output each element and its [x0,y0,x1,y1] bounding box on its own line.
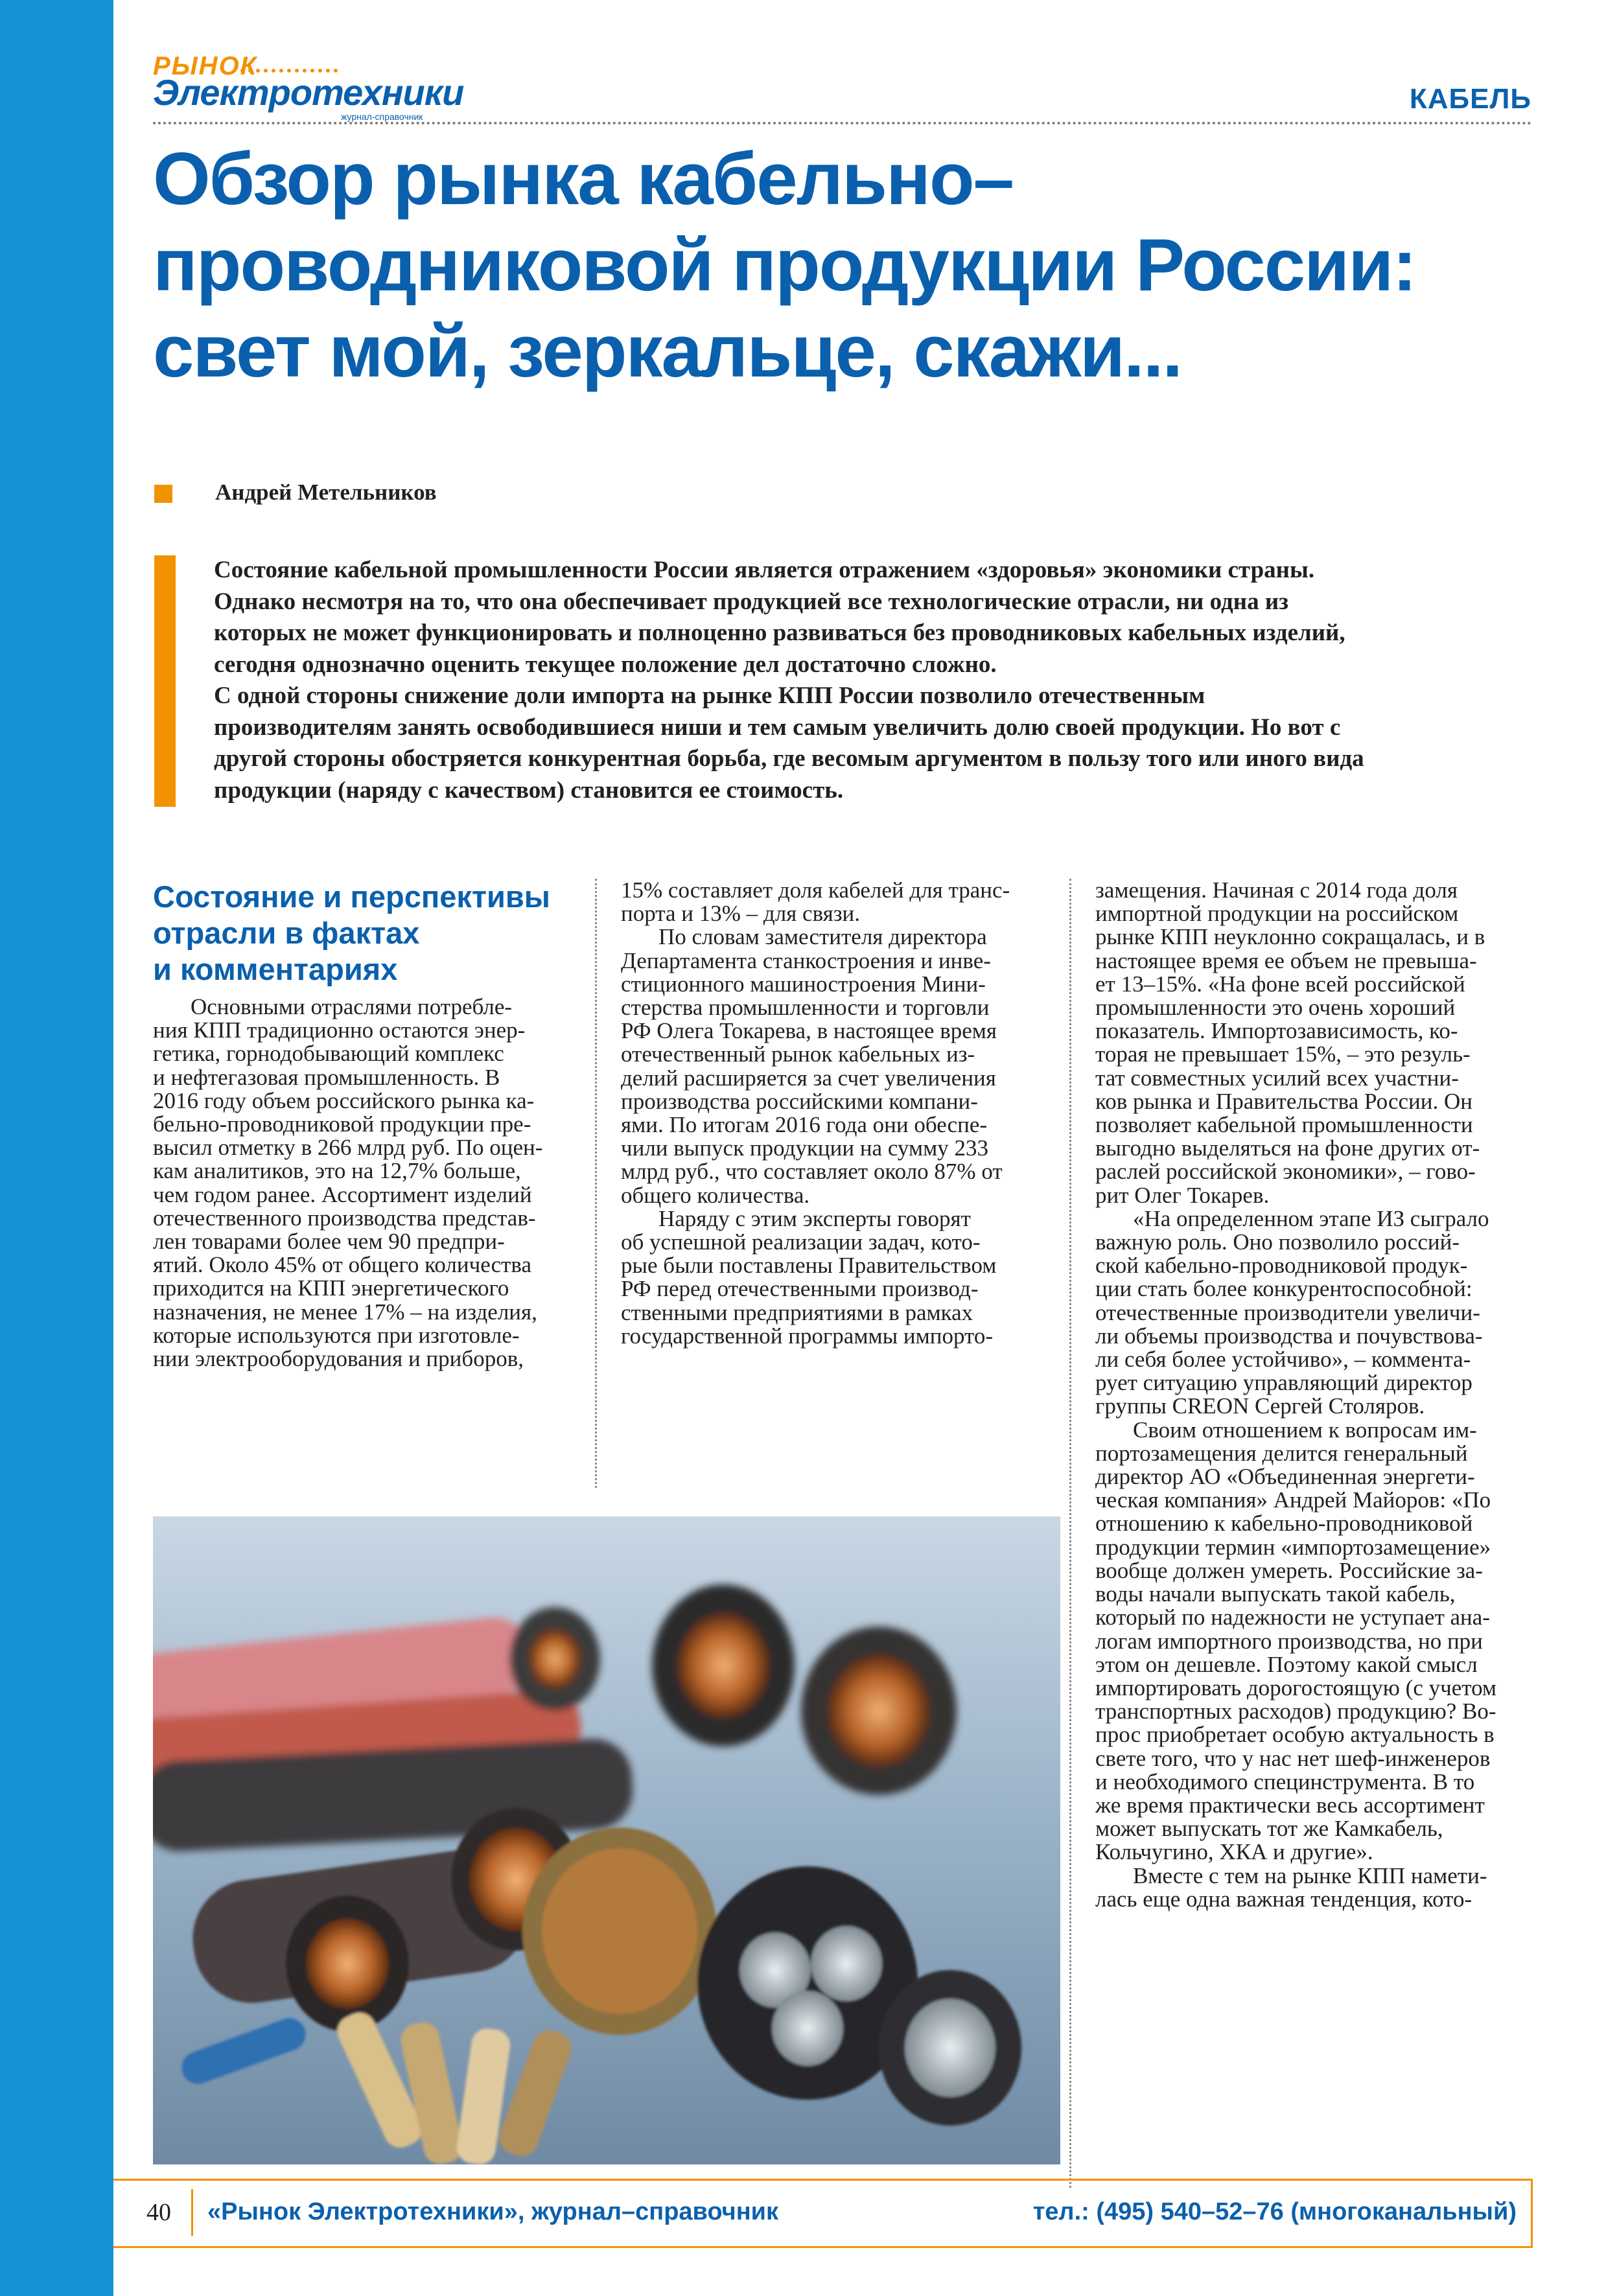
text-line: замещения. Начиная с 2014 года доля [1095,877,1458,903]
text-line: ями. По итогам 2016 года они обеспе- [621,1112,988,1138]
text-line: же время практически весь ассортимент [1095,1792,1485,1818]
text-line: высил отметку в 266 млрд руб. По оцен- [153,1135,543,1161]
cable-illustration [153,1516,1060,2164]
text-line: Департамента станкостроения и инве- [621,947,991,973]
footer-rule-bottom [113,2246,1533,2248]
logo-main-text: Электротехники [153,72,464,113]
article-lead [214,555,1536,806]
column-body [1095,879,1523,1911]
text-line: и необходимого специнструмента. В то [1095,1768,1475,1794]
text-line: продукции термин «импортозамещение» [1095,1534,1491,1560]
author-marker [154,485,172,503]
footer-journal-name: «Рынок Электротехники», журнал–справочник [207,2198,779,2225]
text-line: чем годом ранее. Ассортимент изделий [153,1181,532,1207]
text-line: промышленности это очень хороший [1095,995,1456,1021]
article-title [153,136,1546,395]
text-line: директор АО «Объединенная энергети- [1095,1464,1475,1490]
title-line: свет мой, зеркальце, скажи... [153,310,1182,393]
text-line: РФ перед отечественными производ- [621,1276,979,1302]
lead-accent-bar [154,555,176,807]
text-line: общего количества. [621,1182,810,1208]
text-line: торая не превышает 15%, – это резуль- [1095,1041,1471,1067]
page-footer [113,2179,1533,2250]
text-line: ятий. Около 45% от общего количества [153,1252,532,1278]
column-body [621,879,1042,1348]
text-line: раслей российской экономики», – гово- [1095,1159,1476,1185]
text-line: может выпускать тот же Камкабель, [1095,1816,1443,1842]
text-line: стиционного машиностроения Мини- [621,971,986,997]
text-column-3 [1095,879,1523,1911]
text-line: гетика, горнодобывающий комплекс [153,1041,504,1067]
column-divider [595,879,597,1488]
lead-line: продукции (наряду с качеством) становится ее стоимость. [214,776,844,804]
text-line: позволяет кабельной промышленности [1095,1112,1473,1138]
lead-line: С одной стороны снижение доли импорта на рынке КПП России позволило отечественным [214,682,1205,709]
text-line: выгодно выделяться на фоне других от- [1095,1135,1480,1161]
text-line: порта и 13% – для связи. [621,901,861,927]
text-line: приходится на КПП энергетического [153,1275,509,1301]
section-label: КАБЕЛЬ [1409,83,1531,115]
text-line: рит Олег Токарев. [1095,1182,1270,1208]
text-line: этом он дешевле. Поэтому какой смысл [1095,1651,1478,1677]
text-line: ния КПП традиционно остаются энер- [153,1017,526,1043]
header-divider [153,122,1532,124]
text-line: показатель. Импортозависимость, ко- [1095,1018,1458,1044]
lead-line: другой стороны обостряется конкурентная борьба, где весомым аргументом в пользу того или иного вида [214,745,1364,772]
footer-phone: тел.: (495) 540–52–76 (многоканальный) [1032,2198,1517,2225]
lead-line: сегодня однозначно оценить текущее положение дел достаточно сложно. [214,651,997,678]
column-body [153,995,568,1371]
text-line: портозамещения делится генеральный [1095,1440,1468,1466]
subheading-line: Состояние и перспективы [153,879,550,914]
text-line: отношению к кабельно-проводниковой [1095,1511,1473,1536]
page-number: 40 [126,2189,193,2236]
lead-line: производителям занять освободившиеся ниши и тем самым увеличить долю своей продукции. Но вот с [214,713,1341,741]
lead-paragraph [214,680,1536,806]
lead-line: которых не может функционировать и полноценно развиваться без проводниковых кабельных изделий, [214,620,1345,646]
text-line: назначения, не менее 17% – на изделия, [153,1299,537,1325]
text-line: бельно-проводниковой продукции пре- [153,1111,531,1137]
text-line: тат совместных усилий всех участни- [1095,1065,1459,1091]
text-line: транспортных расходов) продукцию? Во- [1095,1699,1496,1724]
text-line: По словам заместителя директора [658,924,987,950]
text-column-2 [621,879,1042,1348]
text-line: ственными предприятиями в рамках [621,1299,973,1325]
logo-subtitle: журнал-справочник [341,111,423,122]
magazine-logo [153,52,464,130]
subheading-line: отрасли в фактах [153,916,420,950]
text-line: вообще должен умереть. Российские за- [1095,1557,1483,1583]
text-line: лась еще одна важная тенденция, кото- [1095,1886,1472,1912]
title-line: Обзор рынка кабельно– [153,138,1014,220]
subheading-line: и комментариях [153,952,398,986]
text-line: Своим отношением к вопросам им- [1133,1417,1477,1443]
text-line: воды начали выпускать такой кабель, [1095,1581,1456,1607]
text-line: которые используются при изготовле- [153,1322,520,1348]
lead-line: Состояние кабельной промышленности России является отражением «здоровья» экономики страны. [214,557,1315,583]
text-line: важную роль. Оно позволило россий- [1095,1229,1460,1255]
footer-rule-top [113,2179,1533,2181]
text-line: Наряду с этим эксперты говорят [658,1205,971,1231]
text-line: ческая компания» Андрей Майоров: «По [1095,1487,1491,1513]
text-line: 2016 году объем российского рынка ка- [153,1087,535,1113]
text-line: ли себя более устойчиво», – коммента- [1095,1347,1471,1373]
text-line: настоящее время ее объем не превыша- [1095,947,1477,973]
lead-line: Однако несмотря на то, что она обеспечивает продукцией все технологические отрасли, ни одна из [214,588,1289,615]
text-column-1 [153,879,568,1371]
text-line: отечественные производители увеличи- [1095,1299,1480,1325]
text-line: ков рынка и Правительства России. Он [1095,1088,1472,1114]
text-line: стерства промышленности и торговли [621,995,990,1021]
side-color-bar [0,0,113,2296]
text-line: ции стать более конкурентоспособной: [1095,1276,1472,1302]
text-line: импортировать дорогостоящую (с учетом [1095,1675,1497,1700]
cable-photo [153,1516,1060,2164]
text-line: Кольчугино, ХКА и другие». [1095,1839,1373,1865]
text-line: рые были поставлены Правительством [621,1253,997,1279]
text-line: лен товарами более чем 90 предпри- [153,1229,505,1255]
lead-paragraph [214,555,1536,680]
text-line: который по надежности не уступает ана- [1095,1605,1490,1630]
text-line: млрд руб., что составляет около 87% от [621,1159,1003,1185]
text-line: и нефтегазовая промышленность. В [153,1064,500,1090]
text-line: импортной продукции на российском [1095,901,1459,927]
footer-rule-right [1531,2179,1533,2248]
logo-top-text: РЫНОК [153,52,258,80]
text-line: 15% составляет доля кабелей для транс- [621,877,1010,903]
text-line: прос приобретает особую актуальность в [1095,1722,1495,1748]
text-line: отечественный рынок кабельных из- [621,1041,975,1067]
text-line: ет 13–15%. «На фоне всей российской [1095,971,1465,997]
section-subheading [153,879,568,988]
text-line: чили выпуск продукции на сумму 233 [621,1135,988,1161]
text-line: производства российскими компани- [621,1088,978,1114]
text-line: логам импортного производства, но при [1095,1628,1483,1654]
text-line: РФ Олега Токарева, в настоящее время [621,1018,997,1044]
text-line: ской кабельно-проводниковой продук- [1095,1253,1468,1279]
text-line: группы CREON Сергей Столяров. [1095,1393,1425,1419]
text-line: государственной программы импорто- [621,1323,994,1349]
text-line: делий расширяется за счет увеличения [621,1065,996,1091]
text-line: свете того, что у нас нет шеф-инженеров [1095,1745,1491,1771]
text-line: отечественного производства представ- [153,1205,536,1231]
text-line: Вместе с тем на рынке КПП намети- [1133,1862,1487,1888]
title-line: проводниковой продукции России: [153,224,1416,307]
text-line: ли объемы производства и почувствова- [1095,1323,1483,1349]
text-line: рынке КПП неуклонно сокращалась, и в [1095,924,1485,950]
text-line: рует ситуацию управляющий директор [1095,1370,1472,1396]
text-line: об успешной реализации задач, кото- [621,1229,981,1255]
column-divider [1069,879,1071,2188]
text-line: нии электрооборудования и приборов, [153,1346,524,1372]
text-line: кам аналитиков, это на 12,7% больше, [153,1158,521,1184]
author-name: Андрей Метельников [215,480,437,505]
text-line: «На определенном этапе ИЗ сыграло [1133,1205,1489,1231]
text-line: Основными отраслями потребле- [191,994,513,1019]
